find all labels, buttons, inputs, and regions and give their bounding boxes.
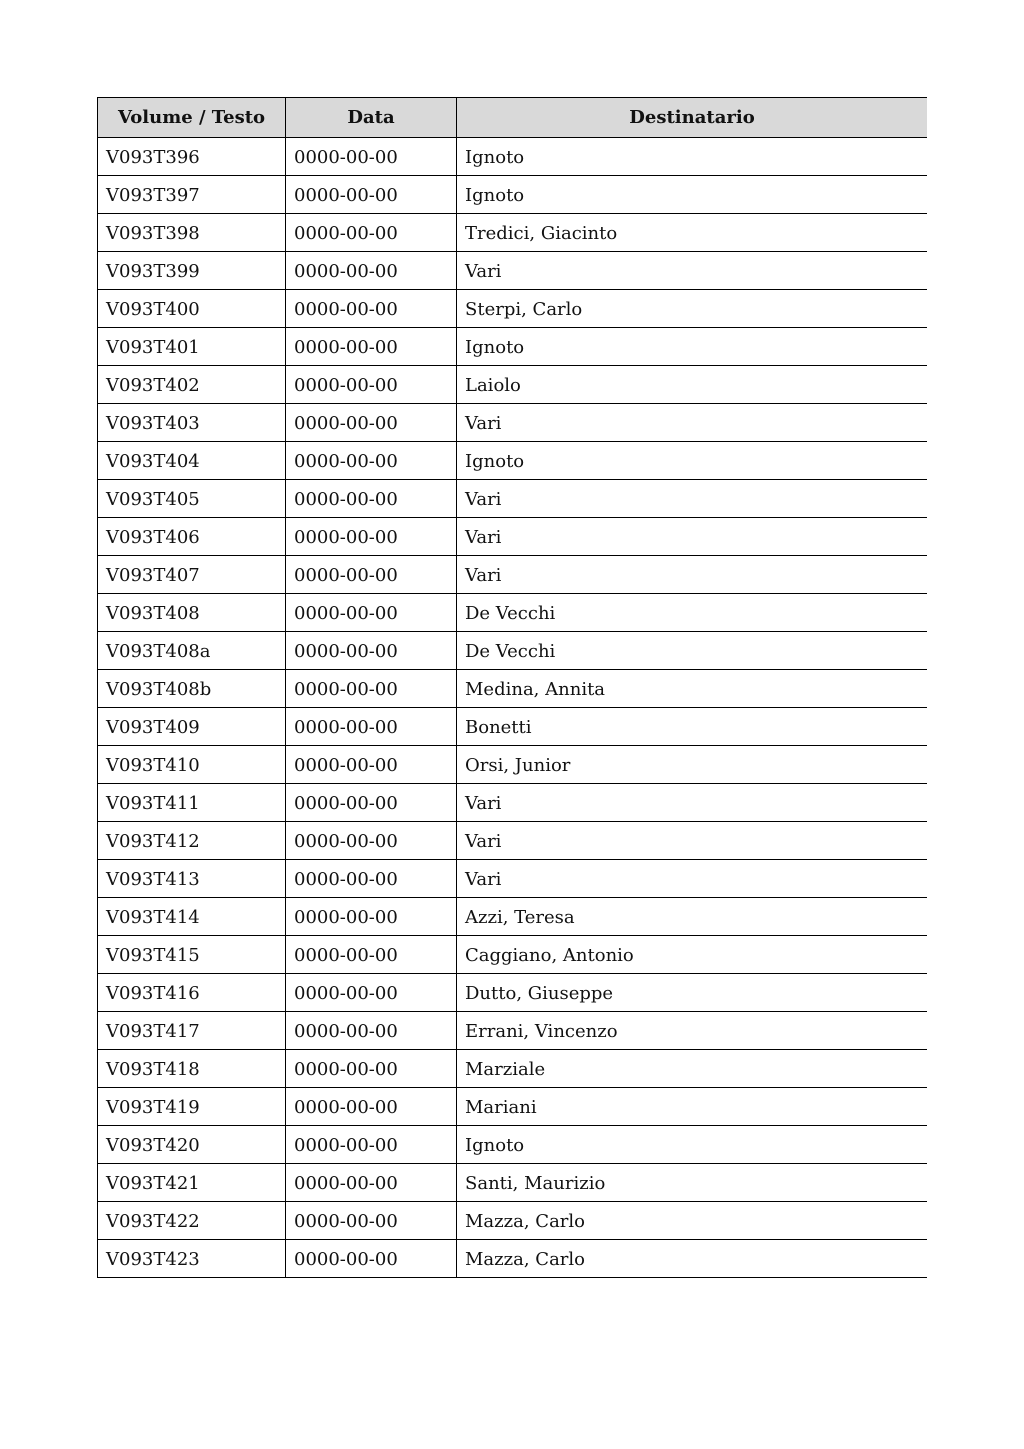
table-row (98, 898, 928, 936)
table-row (98, 290, 928, 328)
table-row (98, 328, 928, 366)
volume-testo-cell: V093T422 (98, 1202, 286, 1240)
table-row (98, 1202, 928, 1240)
data-cell: 0000-00-00 (286, 328, 457, 366)
volume-testo-cell: V093T407 (98, 556, 286, 594)
destinatario-cell: Ignoto (457, 1126, 928, 1164)
destinatario-cell: Laiolo (457, 366, 928, 404)
destinatario-cell: Medina, Annita (457, 670, 928, 708)
volume-testo-cell: V093T410 (98, 746, 286, 784)
destinatario-cell: Mazza, Carlo (457, 1240, 928, 1278)
table-row (98, 1050, 928, 1088)
destinatario-cell: Vari (457, 556, 928, 594)
data-cell: 0000-00-00 (286, 138, 457, 176)
destinatario-cell: Vari (457, 784, 928, 822)
destinatario-cell: Bonetti (457, 708, 928, 746)
table-row (98, 1126, 928, 1164)
destinatario-cell: De Vecchi (457, 594, 928, 632)
volume-testo-cell: V093T400 (98, 290, 286, 328)
table-body (98, 138, 928, 1278)
destinatario-cell: Vari (457, 822, 928, 860)
table-row (98, 480, 928, 518)
data-cell: 0000-00-00 (286, 936, 457, 974)
destinatario-cell: Orsi, Junior (457, 746, 928, 784)
data-cell: 0000-00-00 (286, 974, 457, 1012)
table-row (98, 404, 928, 442)
table-row (98, 252, 928, 290)
volume-testo-cell: V093T421 (98, 1164, 286, 1202)
data-cell: 0000-00-00 (286, 1050, 457, 1088)
table-row (98, 974, 928, 1012)
volume-testo-cell: V093T412 (98, 822, 286, 860)
data-cell: 0000-00-00 (286, 1164, 457, 1202)
destinatario-cell: Ignoto (457, 138, 928, 176)
table-row (98, 936, 928, 974)
data-cell: 0000-00-00 (286, 784, 457, 822)
destinatario-cell: Vari (457, 860, 928, 898)
table-row (98, 860, 928, 898)
volume-testo-cell: V093T399 (98, 252, 286, 290)
volume-testo-cell: V093T405 (98, 480, 286, 518)
data-cell: 0000-00-00 (286, 290, 457, 328)
volume-testo-cell: V093T398 (98, 214, 286, 252)
volume-testo-cell: V093T409 (98, 708, 286, 746)
volume-testo-cell: V093T403 (98, 404, 286, 442)
column-header-volume-testo: Volume / Testo (98, 98, 286, 138)
volume-testo-cell: V093T413 (98, 860, 286, 898)
table-row (98, 670, 928, 708)
volume-testo-cell: V093T418 (98, 1050, 286, 1088)
volume-testo-cell: V093T419 (98, 1088, 286, 1126)
table-row (98, 1164, 928, 1202)
table-row (98, 518, 928, 556)
data-cell: 0000-00-00 (286, 176, 457, 214)
destinatario-cell: Errani, Vincenzo (457, 1012, 928, 1050)
table-row (98, 556, 928, 594)
table-row (98, 366, 928, 404)
volume-testo-cell: V093T396 (98, 138, 286, 176)
volume-testo-cell: V093T401 (98, 328, 286, 366)
data-cell: 0000-00-00 (286, 860, 457, 898)
data-cell: 0000-00-00 (286, 822, 457, 860)
data-cell: 0000-00-00 (286, 1126, 457, 1164)
volume-testo-cell: V093T408 (98, 594, 286, 632)
data-cell: 0000-00-00 (286, 480, 457, 518)
data-cell: 0000-00-00 (286, 1240, 457, 1278)
volume-testo-cell: V093T402 (98, 366, 286, 404)
volume-testo-cell: V093T408a (98, 632, 286, 670)
table-row (98, 594, 928, 632)
destinatario-cell: Tredici, Giacinto (457, 214, 928, 252)
data-cell: 0000-00-00 (286, 670, 457, 708)
data-cell: 0000-00-00 (286, 518, 457, 556)
data-cell: 0000-00-00 (286, 898, 457, 936)
data-cell: 0000-00-00 (286, 746, 457, 784)
table-row (98, 1240, 928, 1278)
table-row (98, 1012, 928, 1050)
destinatario-cell: Caggiano, Antonio (457, 936, 928, 974)
data-cell: 0000-00-00 (286, 1012, 457, 1050)
table-row (98, 708, 928, 746)
data-cell: 0000-00-00 (286, 556, 457, 594)
volume-testo-cell: V093T420 (98, 1126, 286, 1164)
volume-testo-cell: V093T417 (98, 1012, 286, 1050)
volume-testo-cell: V093T423 (98, 1240, 286, 1278)
table-row (98, 1088, 928, 1126)
destinatario-cell: Dutto, Giuseppe (457, 974, 928, 1012)
volume-testo-cell: V093T408b (98, 670, 286, 708)
table-row (98, 784, 928, 822)
destinatario-cell: Azzi, Teresa (457, 898, 928, 936)
letters-table-container (97, 97, 927, 1312)
data-cell: 0000-00-00 (286, 708, 457, 746)
data-cell: 0000-00-00 (286, 594, 457, 632)
destinatario-cell: Vari (457, 404, 928, 442)
destinatario-cell: Mazza, Carlo (457, 1202, 928, 1240)
data-cell: 0000-00-00 (286, 366, 457, 404)
table-row (98, 822, 928, 860)
data-cell: 0000-00-00 (286, 404, 457, 442)
destinatario-cell: Marziale (457, 1050, 928, 1088)
destinatario-cell: Vari (457, 252, 928, 290)
data-cell: 0000-00-00 (286, 442, 457, 480)
table-row (98, 214, 928, 252)
volume-testo-cell: V093T397 (98, 176, 286, 214)
data-cell: 0000-00-00 (286, 252, 457, 290)
destinatario-cell: Sterpi, Carlo (457, 290, 928, 328)
table-row (98, 746, 928, 784)
column-header-destinatario: Destinatario (457, 98, 928, 138)
table-header-row (98, 98, 928, 138)
volume-testo-cell: V093T416 (98, 974, 286, 1012)
table-row (98, 138, 928, 176)
destinatario-cell: Santi, Maurizio (457, 1164, 928, 1202)
data-cell: 0000-00-00 (286, 632, 457, 670)
data-cell: 0000-00-00 (286, 214, 457, 252)
data-cell: 0000-00-00 (286, 1088, 457, 1126)
volume-testo-cell: V093T411 (98, 784, 286, 822)
volume-testo-cell: V093T414 (98, 898, 286, 936)
destinatario-cell: Vari (457, 480, 928, 518)
table-row (98, 442, 928, 480)
volume-testo-cell: V093T406 (98, 518, 286, 556)
table-row (98, 632, 928, 670)
destinatario-cell: Ignoto (457, 442, 928, 480)
data-cell: 0000-00-00 (286, 1202, 457, 1240)
volume-testo-cell: V093T404 (98, 442, 286, 480)
destinatario-cell: Ignoto (457, 176, 928, 214)
destinatario-cell: Ignoto (457, 328, 928, 366)
destinatario-cell: Mariani (457, 1088, 928, 1126)
column-header-data: Data (286, 98, 457, 138)
letters-table (97, 97, 927, 1278)
destinatario-cell: Vari (457, 518, 928, 556)
table-row (98, 176, 928, 214)
destinatario-cell: De Vecchi (457, 632, 928, 670)
volume-testo-cell: V093T415 (98, 936, 286, 974)
